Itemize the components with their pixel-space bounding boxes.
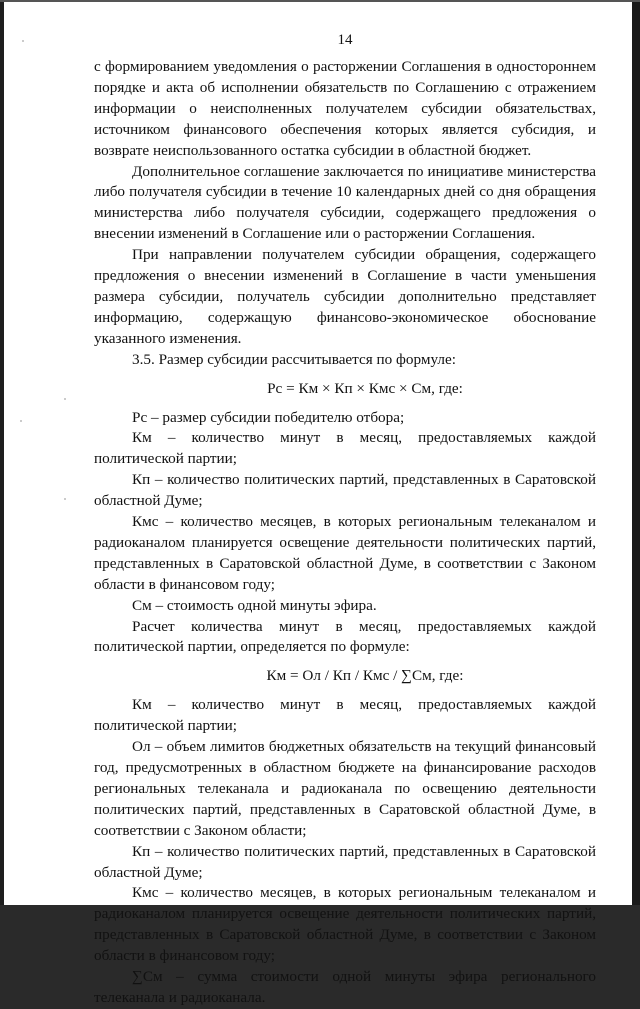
scan-speck <box>64 398 66 400</box>
scan-edge-right <box>632 0 640 905</box>
document-body <box>94 57 596 1009</box>
scan-edge-left <box>0 0 4 905</box>
formula-subsidy-size: Рс = Км × Кп × Кмс × См, где: <box>267 379 463 397</box>
definition-item: Кмс – количество месяцев, в которых региональным телеканалом и радиоканалом планируется освещение деятельности политических партий, представленных в Саратовской областной Думе, в соответствии с Законом области в финансовом году; <box>94 513 596 593</box>
paragraph-minutes-calculation: Расчет количества минут в месяц, предоставляемых каждой политической партии, определяется по формуле: <box>94 617 596 656</box>
scan-speck <box>20 420 22 422</box>
definition-item: Кп – количество политических партий, представленных в Саратовской областной Думе; <box>94 842 596 881</box>
definition-item: Км – количество минут в месяц, предоставляемых каждой политической партии; <box>94 429 596 468</box>
definition-item: Рс – размер субсидии победителю отбора; <box>132 408 405 426</box>
paragraph-termination-continuation: с формированием уведомления о расторжении Соглашения в одностороннем порядке и акта об исполнении обязательств по Соглашению с отражением информации о неисполненных получателем субсидии обязательствах, источником финансового обеспечения которых является субсидия, и возврате неиспользованного остатка субсидии в областной бюджет. <box>94 58 596 159</box>
paragraph-additional-agreement: Дополнительное соглашение заключается по инициативе министерства либо получателя субсидии в течение 10 календарных дней со дня обращения министерства либо получателя субсидии, содержащего предложения о внесении изменений в Соглашение или о расторжении Соглашения. <box>94 162 596 243</box>
definition-item: Ол – объем лимитов бюджетных обязательств на текущий финансовый год, предусмотренных в областном бюджете на финансирование расходов региональных телеканала и радиоканала по освещению деятельности политических партий, представленных в Саратовской областной Думе, в соответствии с Законом области; <box>94 738 596 839</box>
definition-item: Кп – количество политических партий, представленных в Саратовской областной Думе; <box>94 471 596 510</box>
definition-item: ∑См – сумма стоимости одной минуты эфира регионального телеканала и радиоканала. <box>94 968 596 1006</box>
definition-item: Кмс – количество месяцев, в которых региональным телеканалом и радиоканалом планируется освещение деятельности политических партий, представленных в Саратовской областной Думе, в соответствии с Законом области в финансовом году; <box>94 884 596 965</box>
formula-minutes-per-month: Км = Ол / Кп / Кмс / ∑См, где: <box>266 667 464 685</box>
paragraph-reduction-request: При направлении получателем субсидии обращения, содержащего предложения о внесении изменений в Соглашение в части уменьшения размера субсидии, получатель субсидии дополнительно представляет информацию, содержащую финансово-экономическое обоснование указанного изменения. <box>94 246 596 347</box>
scan-speck <box>64 498 66 500</box>
page-number: 14 <box>337 32 353 48</box>
definition-item: См – стоимость одной минуты эфира. <box>132 596 377 614</box>
scan-edge-top <box>0 0 640 2</box>
definition-item: Км – количество минут в месяц, предоставляемых каждой политической партии; <box>94 696 596 735</box>
section-3-5-heading: 3.5. Размер субсидии рассчитывается по формуле: <box>132 350 456 368</box>
